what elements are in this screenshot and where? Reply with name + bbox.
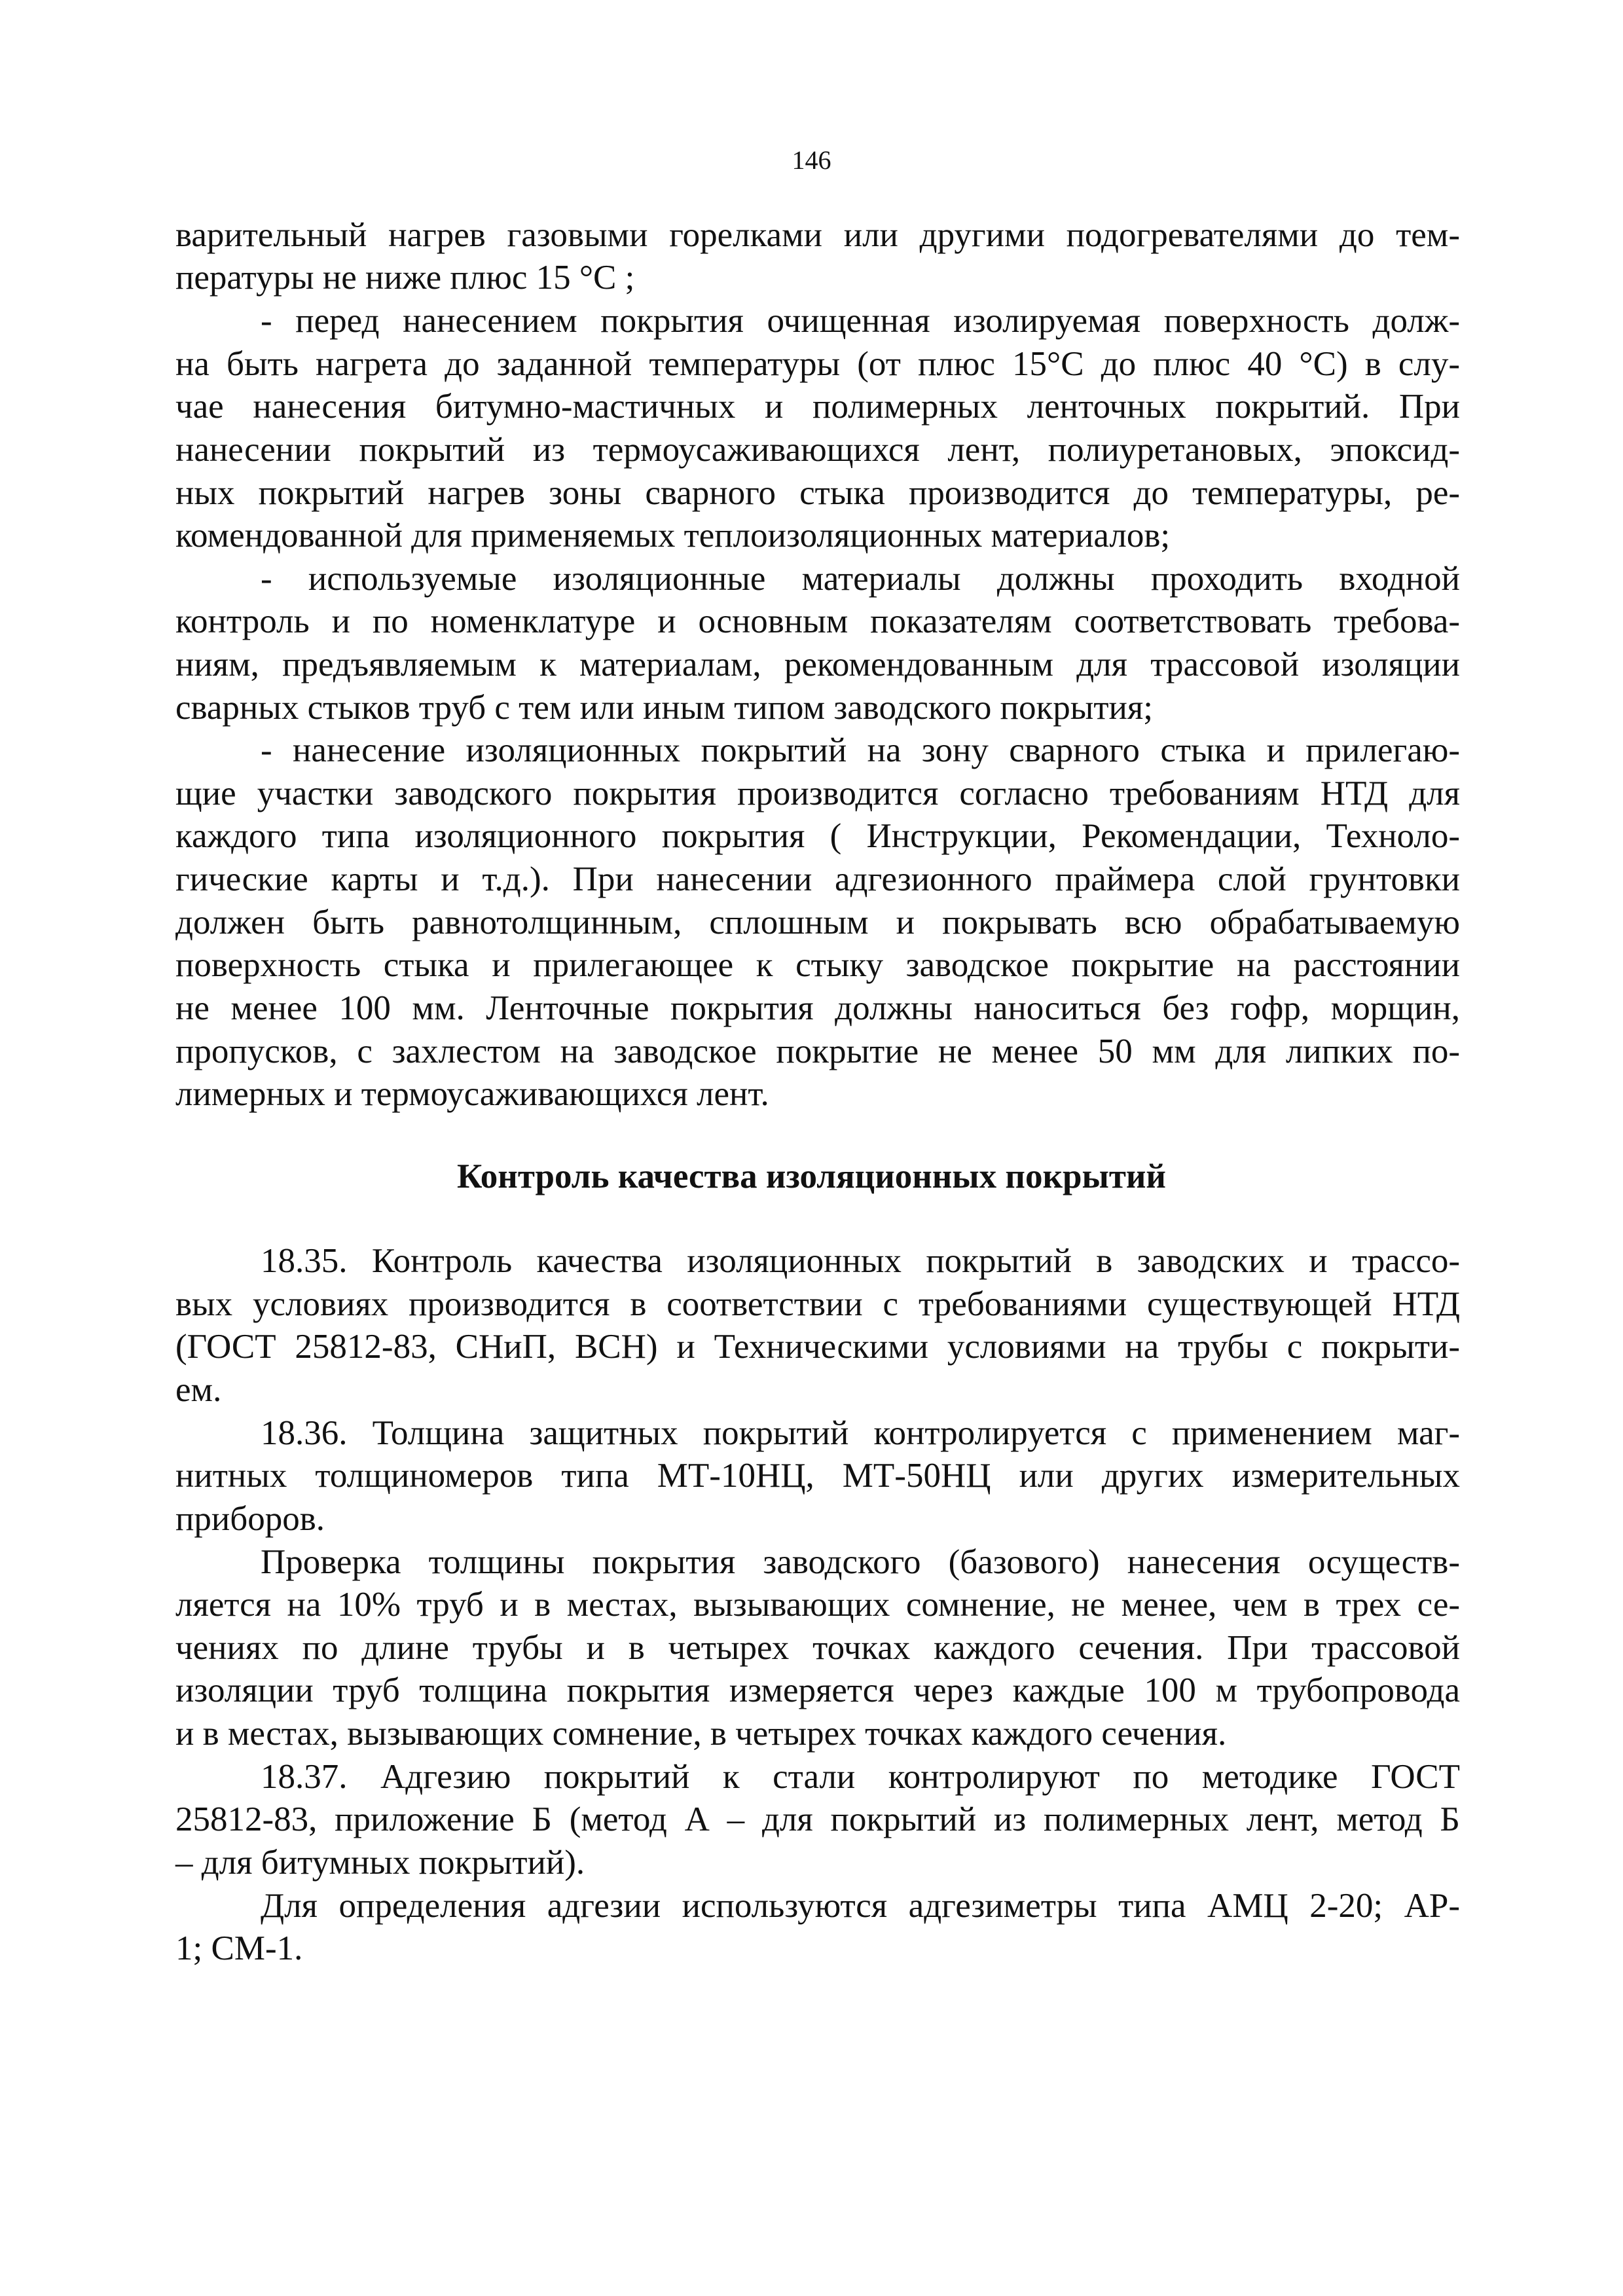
text-line: сварных стыков труб с тем или иным типом заводского покрытия; — [175, 689, 1153, 727]
text-line: и в местах, вызывающих сомнение, в четырех точках каждого сечения. — [175, 1715, 1227, 1753]
text-line: - перед нанесением покрытия очищенная изолируемая поверхность долж- — [261, 302, 1460, 340]
text-line: контроль и по номенклатуре и основным показателям соответствовать требова- — [175, 602, 1460, 640]
section-heading: Контроль качества изоляционных покрытий — [457, 1157, 1166, 1195]
text-line: - нанесение изоляционных покрытий на зону сварного стыка и прилегаю- — [261, 731, 1460, 769]
text-line: нанесении покрытий из термоусаживающихся лент, полиуретановых, эпоксид- — [175, 431, 1460, 469]
text-line: чениях по длине трубы и в четырех точках каждого сечения. При трассовой — [175, 1629, 1460, 1667]
text-line: ниям, предъявляемым к материалам, рекомендованным для трассовой изоляции — [175, 646, 1460, 683]
text-line: – для битумных покрытий). — [175, 1844, 585, 1882]
text-line: вых условиях производится в соответствии с требованиями существующей НТД — [175, 1285, 1460, 1323]
text-line: каждого типа изоляционного покрытия ( Инструкции, Рекомендации, Техноло- — [175, 817, 1460, 855]
text-line: гические карты и т.д.). При нанесении адгезионного праймера слой грунтовки — [175, 860, 1460, 898]
text-line: комендованной для применяемых теплоизоляционных материалов; — [175, 517, 1171, 555]
text-line: ем. — [175, 1371, 222, 1409]
text-line: пропусков, с захлестом на заводское покрытие не менее 50 мм для липких по- — [175, 1032, 1460, 1070]
text-line: 25812-83, приложение Б (метод А – для покрытий из полимерных лент, метод Б — [175, 1800, 1460, 1838]
text-line: изоляции труб толщина покрытия измеряется через каждые 100 м трубопровода — [175, 1671, 1460, 1709]
text-line: на быть нагрета до заданной температуры (от плюс 15°С до плюс 40 °С) в слу- — [175, 345, 1460, 383]
text-line: поверхность стыка и прилегающее к стыку заводское покрытие на расстоянии — [175, 946, 1460, 984]
text-line: чае нанесения битумно-мастичных и полимерных ленточных покрытий. При — [175, 388, 1460, 426]
page-number: 146 — [792, 145, 831, 175]
text-line: 18.37. Адгезию покрытий к стали контролируют по методике ГОСТ — [261, 1758, 1460, 1796]
text-line: нитных толщиномеров типа МТ-10НЦ, МТ-50НЦ или других измерительных — [175, 1457, 1460, 1495]
text-line: приборов. — [175, 1500, 325, 1538]
text-line: лимерных и термоусаживающихся лент. — [175, 1075, 769, 1113]
text-line: 18.35. Контроль качества изоляционных покрытий в заводских и трассо- — [261, 1242, 1460, 1280]
text-line: ляется на 10% труб и в местах, вызывающих сомнение, не менее, чем в трех се- — [175, 1586, 1460, 1624]
text-line: варительный нагрев газовыми горелками или другими подогревателями до тем- — [175, 216, 1460, 254]
text-line: Проверка толщины покрытия заводского (базового) нанесения осуществ- — [261, 1543, 1460, 1581]
text-line: 18.36. Толщина защитных покрытий контролируется с применением маг- — [261, 1414, 1460, 1452]
text-line: - используемые изоляционные материалы должны проходить входной — [261, 560, 1460, 598]
text-line: не менее 100 мм. Ленточные покрытия должны наноситься без гофр, морщин, — [175, 989, 1460, 1027]
text-line: ных покрытий нагрев зоны сварного стыка производится до температуры, ре- — [175, 474, 1460, 512]
text-line: пературы не ниже плюс 15 °С ; — [175, 259, 635, 297]
text-line: Для определения адгезии используются адгезиметры типа АМЦ 2-20; АР- — [261, 1887, 1460, 1925]
text-line: щие участки заводского покрытия производится согласно требованиям НТД для — [175, 774, 1460, 812]
text-line: должен быть равнотолщинным, сплошным и покрывать всю обрабатываемую — [175, 903, 1460, 941]
text-line: 1; СМ-1. — [175, 1929, 303, 1967]
text-line: (ГОСТ 25812-83, СНиП, ВСН) и Техническими условиями на трубы с покрыти- — [175, 1328, 1460, 1366]
